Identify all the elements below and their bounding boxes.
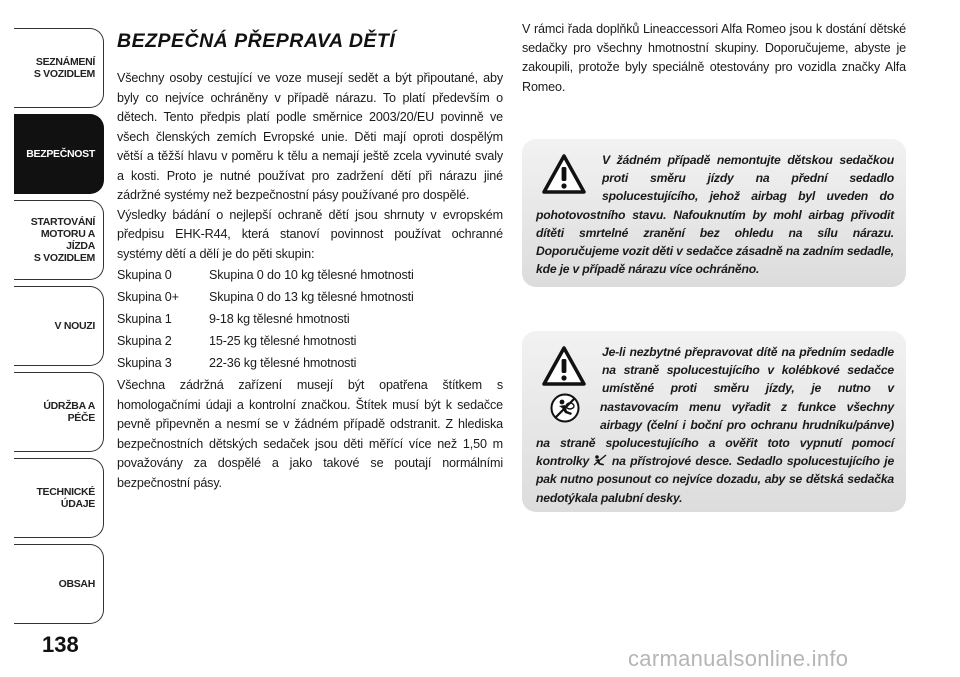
right-column	[522, 20, 906, 97]
warning-text-part2: na přístrojové desce. Sedadlo spolucestujícího je pak nutno posunout co nejvíce dozadu, aby se dětská sedačka nedotýkala palubní desky.	[536, 454, 895, 505]
list-item	[117, 286, 503, 308]
warning-triangle-icon	[542, 153, 586, 195]
paragraph-intro: Všechny osoby cestující ve voze musejí sedět a být připoutané, aby byly co nejvíce ochráněny v případě nárazu. To platí především o dětech. Tento předpis platí podle směrnice 2003/20/EU povinně ve všech členských zemích Evropské unie. Děti mají oproti dospělým větší a těžší hlavu v poměru k tělu a nemají ještě zcela vyvinuté svaly a kosti. Proto je nutné používat pro zadržení dětí při nárazu jiné zádržné systémy než bezpečnostní pásy používané pro dospělé.	[117, 71, 503, 202]
group-name: Skupina 0	[117, 268, 172, 282]
airbag-off-icon	[550, 393, 580, 423]
list-item	[117, 264, 503, 286]
tab-obsah[interactable]: OBSAH	[14, 544, 104, 624]
group-desc: 15-25 kg tělesné hmotnosti	[209, 334, 357, 348]
tab-v-nouzi[interactable]: V NOUZI	[14, 286, 104, 366]
tab-udrzba[interactable]: ÚDRŽBA A PÉČE	[14, 372, 104, 452]
watermark: carmanualsonline.info	[628, 646, 849, 671]
group-name: Skupina 3	[117, 356, 172, 370]
warning-triangle-icon	[542, 345, 586, 387]
section-title: BEZPEČNÁ PŘEPRAVA DĚTÍ	[117, 30, 396, 52]
group-name: Skupina 2	[117, 334, 172, 348]
warning-box-rear-facing	[522, 139, 906, 287]
group-name: Skupina 0+	[117, 290, 179, 304]
group-desc: 22-36 kg tělesné hmotnosti	[209, 356, 357, 370]
group-desc: Skupina 0 do 10 kg tělesné hmotnosti	[209, 268, 414, 282]
paragraph-research: Výsledky bádání o nejlepší ochraně dětí jsou shrnuty v evropském předpisu EHK-R44, která stanoví povinnost používat ochranné systémy dětí a dělí je do pěti skupin:	[117, 207, 503, 261]
tab-bezpecnost[interactable]: BEZPEČNOST	[14, 114, 104, 194]
airbag-indicator-icon	[593, 454, 607, 466]
tab-startovani[interactable]: STARTOVÁNÍ MOTORU A JÍZDA S VOZIDLEM	[14, 200, 104, 280]
paragraph-homologation: Všechna zádržná zařízení musejí být opatřena štítkem s homologačními údaji a kontrolní značkou. Štítek musí být k sedačce pevně připevněn a nesmí se v žádném případě odstranit. Z hlediska bezpečnostních dětských sedaček jsou děti měřící více než 1,50 m považovány za dospělé a jako takové se poutají normálními bezpečnostní pásy.	[117, 378, 503, 490]
left-column	[117, 30, 503, 493]
group-name: Skupina 1	[117, 312, 172, 326]
group-desc: Skupina 0 do 13 kg tělesné hmotnosti	[209, 290, 414, 304]
warning-text-part1: Je-li nezbytné přepravovat dítě na předním sedadle na straně spolucestujícího v kolébkové sedačce umístěné proti směru jízdy, je nutno v nastavovacím menu vyřadit z funkce všechny airbagy (čelní i boční pro ochranu hrudníku/pánve) na straně spolucestujícího a ověřit toto vypnutí pomocí kontrolky	[536, 345, 894, 469]
group-desc: 9-18 kg tělesné hmotnosti	[209, 312, 350, 326]
tab-seznameni[interactable]: SEZNÁMENÍ S VOZIDLEM	[14, 28, 104, 108]
warning-text: V žádném případě nemontujte dětskou sedačkou proti směru jízdy na přední sedadlo spolucestujícího, jehož airbag byl uveden do pohotovostního stavu. Nafouknutím by mohl airbag přivodit dítěti smrtelné zranění bez ohledu na sílu nárazu. Doporučujeme vozit děti v sedačce zásadně na zadním sedadle, kde je v případě nárazu více ochráněno.	[536, 153, 894, 277]
warning-text	[536, 343, 894, 507]
weight-groups-list	[117, 264, 503, 374]
list-item	[117, 330, 503, 352]
tab-technicke-udaje[interactable]: TECHNICKÉ ÚDAJE	[14, 458, 104, 538]
list-item	[117, 352, 503, 374]
paragraph-accessories: V rámci řada doplňků Lineaccessori Alfa Romeo jsou k dostání dětské sedačky pro všechny hmotnostní skupiny. Doporučujeme, abyste je zakoupili, protože byly speciálně otestovány pro vozidla značky Alfa Romeo.	[522, 22, 906, 94]
list-item	[117, 308, 503, 330]
page-number: 138	[42, 632, 79, 657]
warning-box-front-seat	[522, 331, 906, 512]
